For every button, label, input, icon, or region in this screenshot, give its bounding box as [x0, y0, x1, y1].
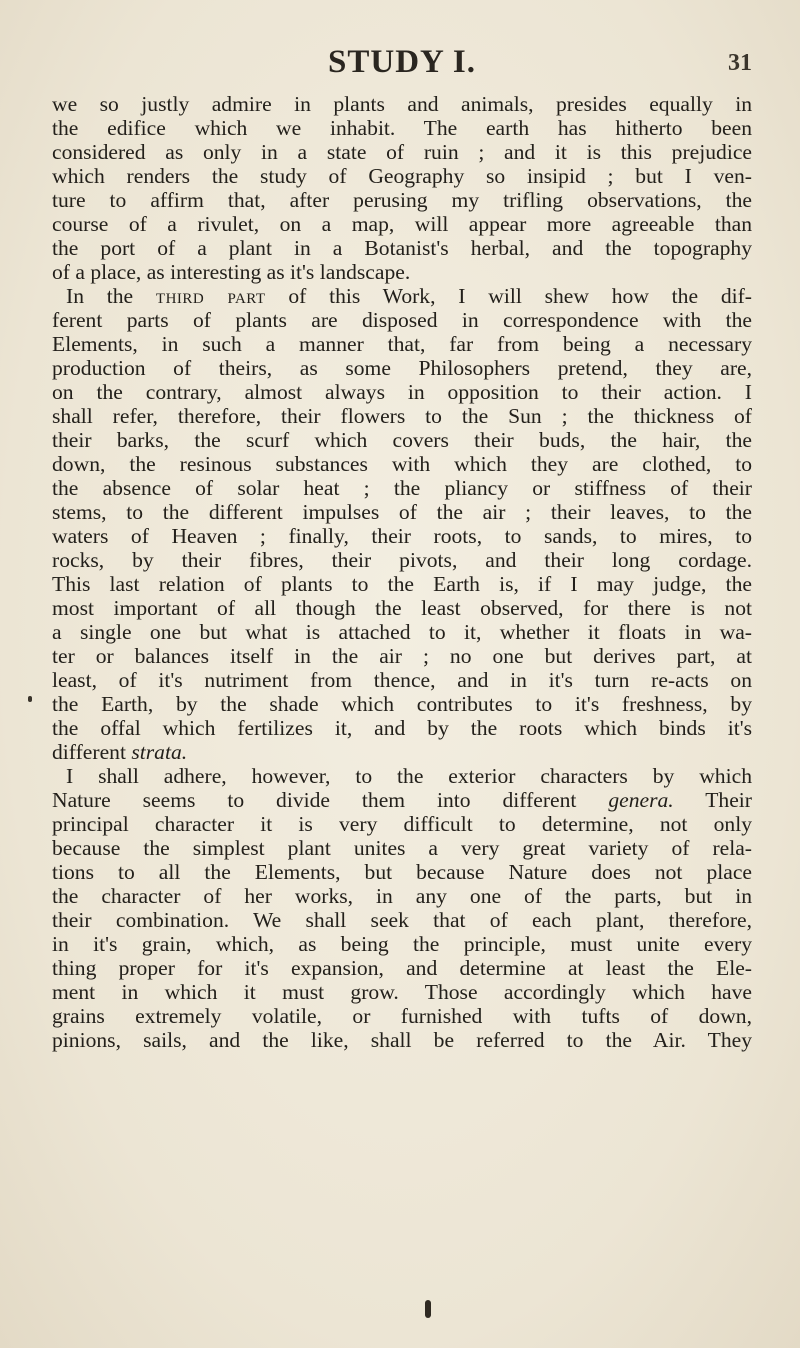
text-line: pinions, sails, and the like, shall be referred to the Air. They: [52, 1028, 752, 1052]
text-line: a single one but what is attached to it, whether it floats in wa-: [52, 620, 752, 644]
text-line: waters of Heaven ; finally, their roots, to sands, to mires, to: [52, 524, 752, 548]
text-line: [52, 788, 752, 812]
text-line: considered as only in a state of ruin ; and it is this prejudice: [52, 140, 752, 164]
text-line: the edifice which we inhabit. The earth has hitherto been: [52, 116, 752, 140]
ink-speck: [28, 696, 32, 702]
text-line: [52, 740, 752, 764]
text-line: shall refer, therefore, their flowers to the Sun ; the thickness of: [52, 404, 752, 428]
text-line: down, the resinous substances with which they are clothed, to: [52, 452, 752, 476]
text-line: on the contrary, almost always in opposition to their action. I: [52, 380, 752, 404]
text-line: the port of a plant in a Botanist's herbal, and the topography: [52, 236, 752, 260]
paragraph-1: [52, 92, 752, 284]
text-line: of a place, as interesting as it's landscape.: [52, 260, 411, 284]
text-line: we so justly admire in plants and animals, presides equally in: [52, 92, 752, 116]
page-number: 31: [728, 50, 752, 76]
text-line: ter or balances itself in the air ; no one but derives part, at: [52, 644, 752, 668]
text-run: Their: [673, 788, 752, 812]
text-line: because the simplest plant unites a very great variety of rela-: [52, 836, 752, 860]
ink-speck: [425, 1300, 431, 1318]
text-line: their combination. We shall seek that of each plant, therefore,: [52, 908, 752, 932]
text-line: most important of all though the least observed, for there is not: [52, 596, 752, 620]
text-line: their barks, the scurf which covers their buds, the hair, the: [52, 428, 752, 452]
text-line: principal character it is very difficult to determine, not only: [52, 812, 752, 836]
running-head: [52, 44, 752, 84]
text-run: In the: [66, 284, 156, 308]
small-caps-text: third part: [155, 284, 266, 308]
text-line: the absence of solar heat ; the pliancy or stiffness of their: [52, 476, 752, 500]
italic-text: strata.: [131, 740, 188, 764]
text-line: grains extremely volatile, or furnished with tufts of down,: [52, 1004, 752, 1028]
text-line: ture to affirm that, after perusing my trifling observations, the: [52, 188, 752, 212]
text-line: course of a rivulet, on a map, will appear more agreeable than: [52, 212, 752, 236]
text-line: the offal which fertilizes it, and by the roots which binds it's: [52, 716, 752, 740]
text-run: of this Work, I will shew how the dif-: [265, 284, 752, 308]
paragraph-2: [52, 284, 752, 764]
text-line: [52, 284, 752, 308]
paragraph-3: [52, 764, 752, 1052]
text-line: rocks, by their fibres, their pivots, and their long cordage.: [52, 548, 752, 572]
text-line: thing proper for it's expansion, and determine at least the Ele-: [52, 956, 752, 980]
body-text: [52, 92, 752, 1052]
italic-text: genera.: [608, 788, 674, 812]
running-title: STUDY I.: [328, 44, 476, 80]
text-line: tions to all the Elements, but because Nature does not place: [52, 860, 752, 884]
text-line: I shall adhere, however, to the exterior characters by which: [66, 764, 752, 788]
text-line: the Earth, by the shade which contributes to it's freshness, by: [52, 692, 752, 716]
text-line: least, of it's nutriment from thence, and in it's turn re-acts on: [52, 668, 752, 692]
text-line: Elements, in such a manner that, far from being a necessary: [52, 332, 752, 356]
text-line: in it's grain, which, as being the principle, must unite every: [52, 932, 752, 956]
text-line: production of theirs, as some Philosophers pretend, they are,: [52, 356, 752, 380]
text-line: the character of her works, in any one of the parts, but in: [52, 884, 752, 908]
text-run: Nature seems to divide them into different: [52, 788, 609, 812]
text-line: stems, to the different impulses of the air ; their leaves, to the: [52, 500, 752, 524]
text-line: ferent parts of plants are disposed in correspondence with the: [52, 308, 752, 332]
text-line: This last relation of plants to the Earth is, if I may judge, the: [52, 572, 752, 596]
text-line: ment in which it must grow. Those accordingly which have: [52, 980, 752, 1004]
text-run: different: [52, 740, 132, 764]
text-line: which renders the study of Geography so insipid ; but I ven-: [52, 164, 752, 188]
